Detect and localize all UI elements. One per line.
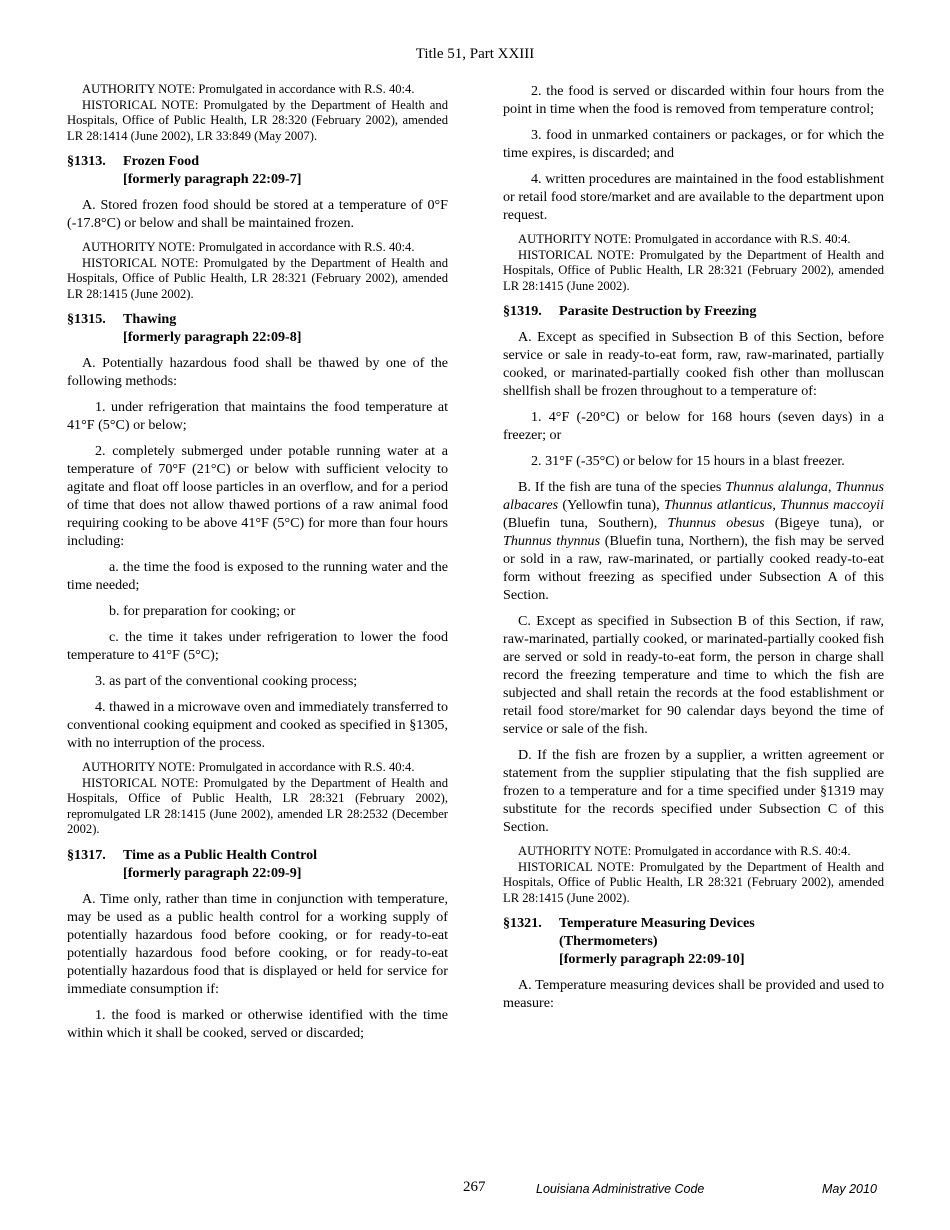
publication-name: Louisiana Administrative Code bbox=[536, 1182, 705, 1196]
section-title: Parasite Destruction by Freezing bbox=[559, 303, 757, 319]
list-item: 3. as part of the conventional cooking process; bbox=[95, 673, 358, 689]
paragraph: D. If the fish are frozen by a supplier, a written agreement or statement from the supplier stipulating that the fish supplied are frozen to a temperature and for a time specified under §1319 may substitute for the records specified under Subsection C of this Section. bbox=[503, 747, 884, 835]
authority-note: AUTHORITY NOTE: Promulgated in accordance with R.S. 40:4. bbox=[82, 240, 415, 254]
historical-note: HISTORICAL NOTE: Promulgated by the Department of Health and Hospitals, Office of Public Health, LR 28:321 (February 2002), amended LR 28:1415 (June 2002). bbox=[503, 859, 884, 905]
paragraph: A. Time only, rather than time in conjunction with temperature, may be used as a public health control for a working supply of potentially hazardous food before cooking, or for ready-to-eat potentially hazardous food before cooking, or for ready-to-eat potentially hazardous food that is displayed or held for service for immediate consumption if: bbox=[67, 890, 448, 997]
section-number: §1321. bbox=[503, 915, 542, 931]
list-item: 2. 31°F (-35°C) or below for 15 hours in a blast freezer. bbox=[531, 453, 845, 469]
sub-list-item: c. the time it takes under refrigeration to lower the food temperature to 41°F (5°C); bbox=[67, 629, 448, 663]
list-item: 4. written procedures are maintained in the food establishment or retail food store/market and are available to the department upon request. bbox=[503, 171, 884, 223]
running-header: Title 51, Part XXIII bbox=[415, 46, 535, 62]
section-number: §1315. bbox=[67, 311, 106, 327]
sub-list-item: a. the time the food is exposed to the running water and the time needed; bbox=[67, 559, 448, 593]
section-heading-1319 bbox=[503, 302, 884, 320]
section-title-line2: (Thermometers) bbox=[559, 933, 658, 949]
section-heading-1315 bbox=[67, 310, 448, 346]
section-title: Time as a Public Health Control bbox=[123, 846, 318, 863]
paragraph: A. Except as specified in Subsection B of this Section, before service or sale in ready-to-eat form, raw, raw-marinated, partially cooked, or marinated-partially cooked fish other than molluscan shellfish shall be frozen throughout to a temperature of: bbox=[503, 329, 884, 399]
section-number: §1317. bbox=[67, 846, 106, 863]
paragraph: C. Except as specified in Subsection B of this Section, if raw, raw-marinated, partially cooked, or marinated-partially cooked fish are served or sold in ready-to-eat form, the person in charge shall record the freezing temperature and time to which the fish are subjected and shall retain the records at the food establishment or retail food store/market for 90 calendar days beyond the time of service or sale of the fish. bbox=[503, 613, 884, 737]
historical-note: HISTORICAL NOTE: Promulgated by the Department of Health and Hospitals, Office of Public Health, LR 28:321 (February 2002), amended LR 28:1415 (June 2002). bbox=[67, 255, 448, 301]
historical-note: HISTORICAL NOTE: Promulgated by the Department of Health and Hospitals, Office of Public Health, LR 28:321 (February 2002), amended LR 28:1415 (June 2002). bbox=[503, 247, 884, 293]
sub-list-item: b. for preparation for cooking; or bbox=[109, 603, 296, 619]
section-title: Thawing bbox=[123, 311, 177, 327]
list-item: 1. 4°F (-20°C) or below for 168 hours (seven days) in a freezer; or bbox=[503, 409, 884, 443]
species-name: Thunnus thynnus bbox=[503, 533, 601, 549]
section-former-ref: [formerly paragraph 22:09-7] bbox=[123, 171, 302, 187]
text-run: (Bluefin tuna, Northern), the fish may be served or sold in a raw, raw-marinated, or partially cooked ready-to-eat form without freezing as specified under Subsection A of this Section. bbox=[503, 533, 884, 603]
section-title: Frozen Food bbox=[123, 153, 200, 169]
text-run: , bbox=[772, 497, 781, 513]
text-run: (Yellowfin tuna), bbox=[558, 497, 664, 513]
section-former-ref: [formerly paragraph 22:09-8] bbox=[123, 329, 302, 345]
publication-date: May 2010 bbox=[822, 1182, 877, 1196]
text-run: B. If the fish are tuna of the species bbox=[518, 479, 726, 495]
list-item: 3. food in unmarked containers or packages, or for which the time expires, is discarded; and bbox=[503, 127, 884, 161]
species-name: Thunnus atlanticus bbox=[663, 497, 773, 513]
list-item: 2. the food is served or discarded within four hours from the point in time when the food is removed from temperature control; bbox=[503, 83, 884, 117]
list-item: 1. the food is marked or otherwise identified with the time within which it shall be cooked, served or discarded; bbox=[67, 1006, 448, 1041]
section-heading-1317 bbox=[67, 846, 448, 882]
list-item: 1. under refrigeration that maintains the food temperature at 41°F (5°C) or below; bbox=[67, 399, 448, 433]
list-item: 2. completely submerged under potable running water at a temperature of 70°F (21°C) or below with sufficient velocity to agitate and float off loose particles in an overflow, and for a period of time that does not allow thawed portions of a raw animal food requiring cooking to be above 41°F (5°C) for more than four hours including: bbox=[67, 443, 448, 549]
section-heading-1313 bbox=[67, 152, 448, 188]
left-column bbox=[67, 82, 448, 1050]
historical-note: HISTORICAL NOTE: Promulgated by the Department of Health and Hospitals, Office of Public Health, LR 28:321 (February 2002), repromulgated LR 28:1415 (June 2002), amended LR 28:2532 (December 2002). bbox=[67, 775, 448, 836]
section-former-ref: [formerly paragraph 22:09-10] bbox=[559, 951, 745, 967]
right-column bbox=[503, 82, 884, 1020]
species-name: Thunnus obesus bbox=[667, 515, 765, 531]
section-number: §1319. bbox=[503, 303, 542, 319]
page-footer bbox=[0, 1179, 950, 1199]
section-title: Temperature Measuring Devices bbox=[559, 915, 755, 931]
text-run: , bbox=[827, 479, 836, 495]
paragraph-species-exception bbox=[503, 478, 884, 604]
section-number: §1313. bbox=[67, 153, 106, 169]
paragraph: A. Potentially hazardous food shall be thawed by one of the following methods: bbox=[67, 355, 448, 389]
species-name: Thunnus albacares bbox=[503, 479, 885, 513]
page-number: 267 bbox=[463, 1179, 486, 1195]
text-run: (Bluefin tuna, Southern), bbox=[503, 515, 668, 531]
species-name: Thunnus maccoyii bbox=[780, 497, 884, 513]
authority-note: AUTHORITY NOTE: Promulgated in accordance with R.S. 40:4. bbox=[518, 844, 851, 858]
authority-note: AUTHORITY NOTE: Promulgated in accordance with R.S. 40:4. bbox=[82, 760, 415, 774]
paragraph: A. Stored frozen food should be stored at a temperature of 0°F (-17.8°C) or below and shall be maintained frozen. bbox=[67, 197, 448, 231]
paragraph: A. Temperature measuring devices shall be provided and used to measure: bbox=[503, 977, 884, 1011]
text-run: (Bigeye tuna), or bbox=[764, 515, 884, 531]
section-heading-1321 bbox=[503, 914, 884, 968]
historical-note: HISTORICAL NOTE: Promulgated by the Department of Health and Hospitals, Office of Public Health, LR 28:320 (February 2002), amended LR 28:1414 (June 2002), LR 33:849 (May 2007). bbox=[67, 97, 448, 143]
authority-note: AUTHORITY NOTE: Promulgated in accordance with R.S. 40:4. bbox=[82, 82, 415, 96]
list-item: 4. thawed in a microwave oven and immediately transferred to conventional cooking equipment and cooked as specified in §1305, with no interruption of the process. bbox=[67, 699, 448, 751]
species-name: Thunnus alalunga bbox=[725, 479, 828, 495]
authority-note: AUTHORITY NOTE: Promulgated in accordance with R.S. 40:4. bbox=[518, 232, 851, 246]
section-former-ref: [formerly paragraph 22:09-9] bbox=[123, 864, 302, 881]
